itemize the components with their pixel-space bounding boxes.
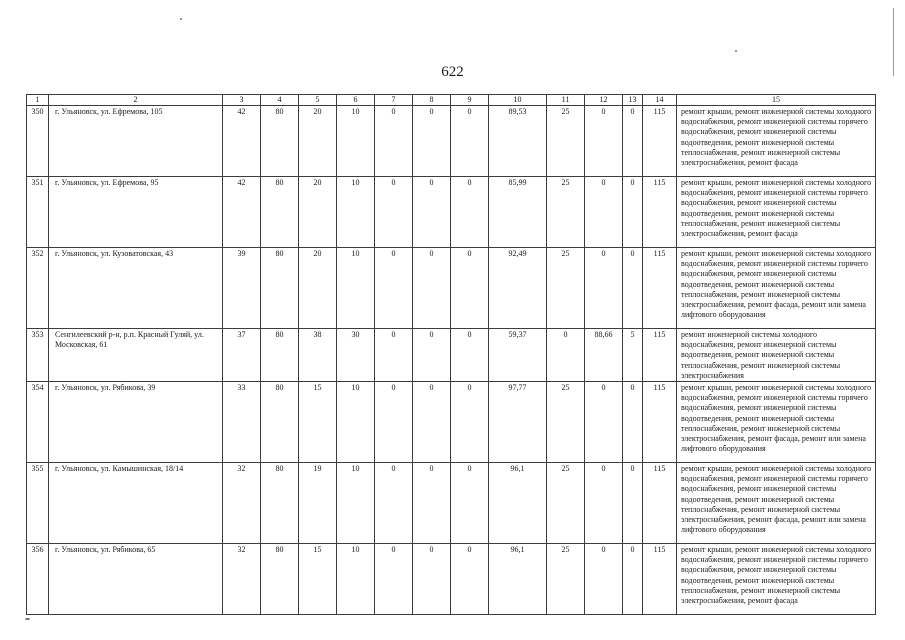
value-cell: 96,1 xyxy=(489,463,547,544)
table-row xyxy=(27,106,876,177)
column-header: 13 xyxy=(623,95,643,106)
value-cell: 33 xyxy=(223,382,261,463)
table-row xyxy=(27,329,876,382)
column-header: 2 xyxy=(49,95,223,106)
value-cell: 115 xyxy=(643,248,677,329)
scan-speck xyxy=(735,50,737,52)
address-cell: Сенгилеевский р-н, р.п. Красный Гуляй, ул. Московская, 61 xyxy=(49,329,223,382)
value-cell: 38 xyxy=(299,329,337,382)
value-cell: 92,49 xyxy=(489,248,547,329)
value-cell: 0 xyxy=(623,177,643,248)
value-cell: 25 xyxy=(547,177,585,248)
value-cell: 0 xyxy=(413,382,451,463)
value-cell: 10 xyxy=(337,544,375,615)
column-header: 4 xyxy=(261,95,299,106)
column-header: 7 xyxy=(375,95,413,106)
value-cell: 25 xyxy=(547,544,585,615)
table-row xyxy=(27,544,876,615)
value-cell: 0 xyxy=(413,463,451,544)
column-number-row xyxy=(27,95,876,106)
value-cell: 0 xyxy=(623,463,643,544)
column-header: 8 xyxy=(413,95,451,106)
value-cell: 115 xyxy=(643,106,677,177)
value-cell: 0 xyxy=(451,329,489,382)
column-header: 6 xyxy=(337,95,375,106)
value-cell: 15 xyxy=(299,544,337,615)
value-cell: 0 xyxy=(623,248,643,329)
value-cell: 115 xyxy=(643,544,677,615)
value-cell: 0 xyxy=(585,177,623,248)
row-number: 353 xyxy=(27,329,49,382)
value-cell: 0 xyxy=(623,544,643,615)
value-cell: 0 xyxy=(375,329,413,382)
page-number: 622 xyxy=(441,64,464,80)
row-number: 354 xyxy=(27,382,49,463)
works-description-cell: ремонт крыши, ремонт инженерной системы холодного водоснабжения, ремонт инженерной системы горячего водоснабжения, ремонт инженерной системы водоотведения, ремонт инженерной системы теплоснабжения, ремонт инженерной системы электроснабжения, ремонт фасада, ремонт или замена лифтового оборудования xyxy=(677,382,876,463)
value-cell: 39 xyxy=(223,248,261,329)
value-cell: 0 xyxy=(413,106,451,177)
value-cell: 0 xyxy=(623,106,643,177)
value-cell: 0 xyxy=(623,382,643,463)
value-cell: 20 xyxy=(299,106,337,177)
column-header: 1 xyxy=(27,95,49,106)
works-description-cell: ремонт крыши, ремонт инженерной системы холодного водоснабжения, ремонт инженерной системы горячего водоснабжения, ремонт инженерной системы водоотведения, ремонт инженерной системы теплоснабжения, ремонт инженерной системы электроснабжения, ремонт фасада xyxy=(677,106,876,177)
value-cell: 19 xyxy=(299,463,337,544)
address-cell: г. Ульяновск, ул. Кузоватовская, 43 xyxy=(49,248,223,329)
scan-edge-mark xyxy=(893,8,894,76)
value-cell: 80 xyxy=(261,382,299,463)
value-cell: 0 xyxy=(451,463,489,544)
works-description-cell: ремонт крыши, ремонт инженерной системы холодного водоснабжения, ремонт инженерной системы горячего водоснабжения, ремонт инженерной системы водоотведения, ремонт инженерной системы теплоснабжения, ремонт инженерной системы электроснабжения, ремонт фасада, ремонт или замена лифтового оборудования xyxy=(677,248,876,329)
value-cell: 0 xyxy=(375,248,413,329)
value-cell: 0 xyxy=(375,544,413,615)
row-number: 356 xyxy=(27,544,49,615)
table-row xyxy=(27,177,876,248)
value-cell: 80 xyxy=(261,248,299,329)
column-header: 3 xyxy=(223,95,261,106)
row-number: 352 xyxy=(27,248,49,329)
table-row xyxy=(27,248,876,329)
value-cell: 115 xyxy=(643,382,677,463)
address-cell: г. Ульяновск, ул. Рябикова, 39 xyxy=(49,382,223,463)
works-description-cell: ремонт крыши, ремонт инженерной системы холодного водоснабжения, ремонт инженерной системы горячего водоснабжения, ремонт инженерной системы водоотведения, ремонт инженерной системы теплоснабжения, ремонт инженерной системы электроснабжения, ремонт фасада, ремонт или замена лифтового оборудования xyxy=(677,463,876,544)
value-cell: 0 xyxy=(451,248,489,329)
works-description-cell: ремонт инженерной системы холодного водоснабжения, ремонт инженерной системы водоотведения, ремонт инженерной системы теплоснабжения, ремонт инженерной системы электроснабжения xyxy=(677,329,876,382)
column-header: 11 xyxy=(547,95,585,106)
value-cell: 25 xyxy=(547,382,585,463)
value-cell: 0 xyxy=(585,544,623,615)
value-cell: 37 xyxy=(223,329,261,382)
value-cell: 85,99 xyxy=(489,177,547,248)
value-cell: 10 xyxy=(337,382,375,463)
value-cell: 80 xyxy=(261,329,299,382)
value-cell: 0 xyxy=(413,248,451,329)
value-cell: 25 xyxy=(547,463,585,544)
value-cell: 10 xyxy=(337,177,375,248)
value-cell: 0 xyxy=(547,329,585,382)
value-cell: 59,37 xyxy=(489,329,547,382)
value-cell: 5 xyxy=(623,329,643,382)
value-cell: 80 xyxy=(261,106,299,177)
value-cell: 10 xyxy=(337,106,375,177)
value-cell: 25 xyxy=(547,106,585,177)
value-cell: 42 xyxy=(223,177,261,248)
value-cell: 15 xyxy=(299,382,337,463)
scan-speck xyxy=(180,18,182,20)
column-header: 12 xyxy=(585,95,623,106)
value-cell: 0 xyxy=(451,177,489,248)
value-cell: 97,77 xyxy=(489,382,547,463)
works-description-cell: ремонт крыши, ремонт инженерной системы холодного водоснабжения, ремонт инженерной системы горячего водоснабжения, ремонт инженерной системы водоотведения, ремонт инженерной системы теплоснабжения, ремонт инженерной системы электроснабжения, ремонт фасада xyxy=(677,177,876,248)
value-cell: 0 xyxy=(451,544,489,615)
value-cell: 0 xyxy=(585,382,623,463)
value-cell: 32 xyxy=(223,544,261,615)
address-cell: г. Ульяновск, ул. Рябикова, 65 xyxy=(49,544,223,615)
table-row xyxy=(27,463,876,544)
value-cell: 115 xyxy=(643,463,677,544)
value-cell: 0 xyxy=(375,177,413,248)
column-header: 9 xyxy=(451,95,489,106)
value-cell: 10 xyxy=(337,463,375,544)
value-cell: 0 xyxy=(375,463,413,544)
column-header: 14 xyxy=(643,95,677,106)
value-cell: 115 xyxy=(643,177,677,248)
value-cell: 42 xyxy=(223,106,261,177)
value-cell: 80 xyxy=(261,177,299,248)
row-number: 355 xyxy=(27,463,49,544)
value-cell: 10 xyxy=(337,248,375,329)
value-cell: 115 xyxy=(643,329,677,382)
column-header: 10 xyxy=(489,95,547,106)
value-cell: 0 xyxy=(375,106,413,177)
table-row xyxy=(27,382,876,463)
value-cell: 32 xyxy=(223,463,261,544)
value-cell: 0 xyxy=(375,382,413,463)
value-cell: 0 xyxy=(413,177,451,248)
value-cell: 0 xyxy=(585,248,623,329)
capital-repair-table xyxy=(26,94,876,615)
address-cell: г. Ульяновск, ул. Ефремова, 95 xyxy=(49,177,223,248)
scan-speck xyxy=(25,618,30,620)
value-cell: 20 xyxy=(299,248,337,329)
value-cell: 0 xyxy=(451,382,489,463)
value-cell: 89,53 xyxy=(489,106,547,177)
value-cell: 30 xyxy=(337,329,375,382)
column-header: 5 xyxy=(299,95,337,106)
value-cell: 0 xyxy=(451,106,489,177)
value-cell: 88,66 xyxy=(585,329,623,382)
value-cell: 0 xyxy=(413,544,451,615)
works-description-cell: ремонт крыши, ремонт инженерной системы холодного водоснабжения, ремонт инженерной системы горячего водоснабжения, ремонт инженерной системы водоотведения, ремонт инженерной системы теплоснабжения, ремонт инженерной системы электроснабжения, ремонт фасада xyxy=(677,544,876,615)
value-cell: 80 xyxy=(261,463,299,544)
value-cell: 0 xyxy=(585,463,623,544)
row-number: 351 xyxy=(27,177,49,248)
value-cell: 20 xyxy=(299,177,337,248)
value-cell: 0 xyxy=(413,329,451,382)
column-header: 15 xyxy=(677,95,876,106)
value-cell: 96,1 xyxy=(489,544,547,615)
address-cell: г. Ульяновск, ул. Камышинская, 18/14 xyxy=(49,463,223,544)
value-cell: 0 xyxy=(585,106,623,177)
row-number: 350 xyxy=(27,106,49,177)
value-cell: 80 xyxy=(261,544,299,615)
address-cell: г. Ульяновск, ул. Ефремова, 105 xyxy=(49,106,223,177)
value-cell: 25 xyxy=(547,248,585,329)
